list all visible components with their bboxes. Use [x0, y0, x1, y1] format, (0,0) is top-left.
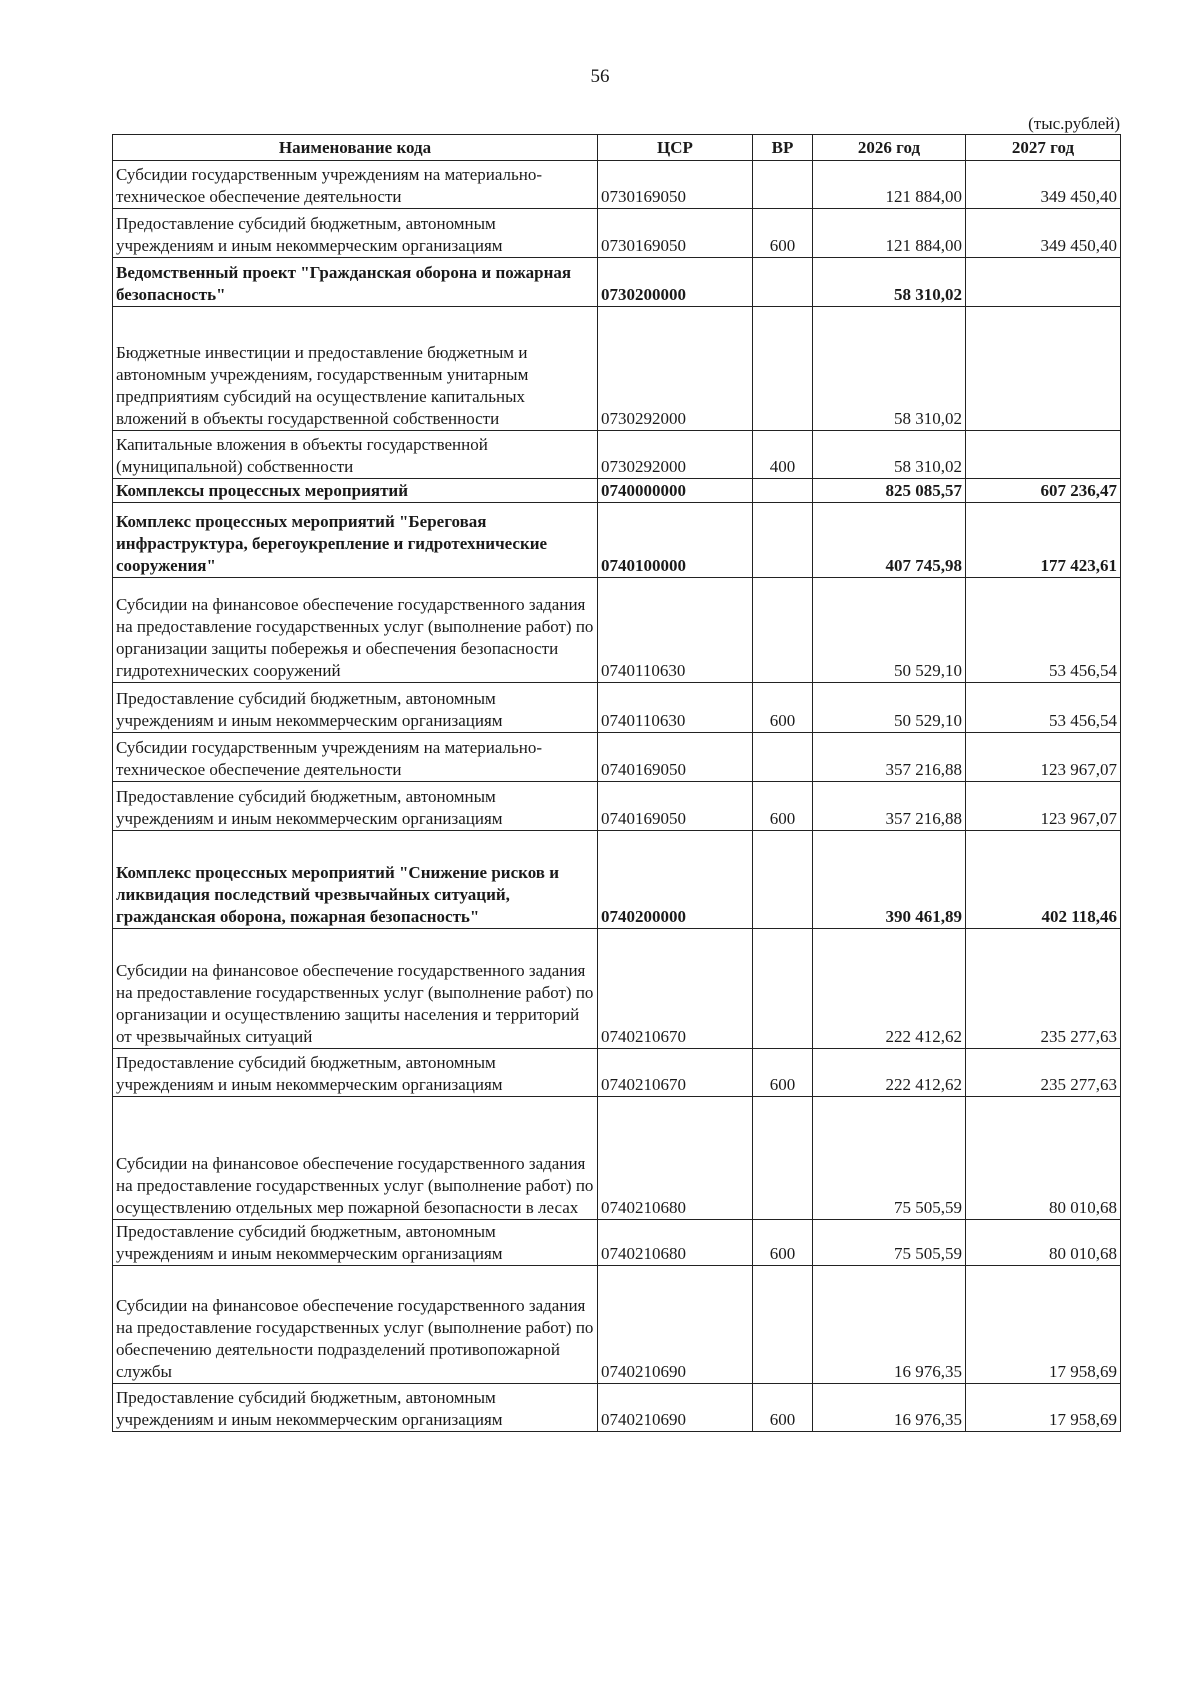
- row-2027: 80 010,68: [966, 1097, 1121, 1220]
- row-vr: [753, 479, 813, 503]
- row-2027: 607 236,47: [966, 479, 1121, 503]
- table-row: [113, 1097, 1121, 1220]
- row-csr: 0740210670: [598, 1049, 753, 1097]
- row-name: Ведомственный проект "Гражданская оборона и пожарная безопасность": [113, 258, 598, 307]
- row-2026: 16 976,35: [813, 1384, 966, 1432]
- table-row: [113, 782, 1121, 831]
- table-row: [113, 1384, 1121, 1432]
- header-2027: 2027 год: [966, 135, 1121, 161]
- row-csr: 0740210690: [598, 1384, 753, 1432]
- row-2026: 75 505,59: [813, 1220, 966, 1266]
- header-2026: 2026 год: [813, 135, 966, 161]
- budget-table: [112, 134, 1121, 1432]
- row-name: Предоставление субсидий бюджетным, автономным учреждениям и иным некоммерческим организациям: [113, 1049, 598, 1097]
- row-2026: 825 085,57: [813, 479, 966, 503]
- row-2027: 177 423,61: [966, 503, 1121, 578]
- row-name: Предоставление субсидий бюджетным, автономным учреждениям и иным некоммерческим организациям: [113, 683, 598, 733]
- row-vr: [753, 733, 813, 782]
- row-csr: 0730292000: [598, 431, 753, 479]
- row-2026: 58 310,02: [813, 307, 966, 431]
- row-2027: [966, 307, 1121, 431]
- row-csr: 0730292000: [598, 307, 753, 431]
- row-vr: 600: [753, 683, 813, 733]
- row-csr: 0740169050: [598, 782, 753, 831]
- row-name: Комплекс процессных мероприятий "Снижение рисков и ликвидация последствий чрезвычайных ситуаций, гражданская оборона, пожарная безопасность": [113, 831, 598, 929]
- page-number: 56: [590, 66, 610, 87]
- row-2026: 75 505,59: [813, 1097, 966, 1220]
- row-vr: [753, 258, 813, 307]
- row-2026: 16 976,35: [813, 1266, 966, 1384]
- row-2027: 123 967,07: [966, 782, 1121, 831]
- table-row: [113, 929, 1121, 1049]
- row-2026: 58 310,02: [813, 431, 966, 479]
- table-row: [113, 431, 1121, 479]
- header-csr: ЦСР: [598, 135, 753, 161]
- table-row: [113, 831, 1121, 929]
- row-2027: [966, 258, 1121, 307]
- units-label: (тыс.рублей): [1028, 114, 1120, 133]
- row-csr: 0740210670: [598, 929, 753, 1049]
- row-csr: 0740100000: [598, 503, 753, 578]
- row-vr: 600: [753, 1049, 813, 1097]
- table-row: [113, 479, 1121, 503]
- row-2026: 121 884,00: [813, 161, 966, 209]
- row-csr: 0730169050: [598, 161, 753, 209]
- row-csr: 0740169050: [598, 733, 753, 782]
- row-vr: [753, 307, 813, 431]
- row-csr: 0740110630: [598, 578, 753, 683]
- table-row: [113, 503, 1121, 578]
- row-vr: [753, 831, 813, 929]
- row-name: Бюджетные инвестиции и предоставление бюджетным и автономным учреждениям, государственным унитарным предприятиям субсидий на осуществление капитальных вложений в объекты государственной собственности: [113, 307, 598, 431]
- row-2026: 50 529,10: [813, 578, 966, 683]
- row-vr: 600: [753, 782, 813, 831]
- table-row: [113, 209, 1121, 258]
- row-name: Комплексы процессных мероприятий: [113, 479, 598, 503]
- row-2027: 17 958,69: [966, 1384, 1121, 1432]
- row-2027: 349 450,40: [966, 209, 1121, 258]
- row-2027: 235 277,63: [966, 929, 1121, 1049]
- table-row: [113, 1049, 1121, 1097]
- row-2027: 402 118,46: [966, 831, 1121, 929]
- row-name: Субсидии на финансовое обеспечение государственного задания на предоставление государственных услуг (выполнение работ) по обеспечению деятельности подразделений противопожарной службы: [113, 1266, 598, 1384]
- row-2026: 357 216,88: [813, 782, 966, 831]
- row-vr: 600: [753, 1384, 813, 1432]
- row-name: Предоставление субсидий бюджетным, автономным учреждениям и иным некоммерческим организациям: [113, 1220, 598, 1266]
- row-csr: 0740210680: [598, 1220, 753, 1266]
- row-2027: 17 958,69: [966, 1266, 1121, 1384]
- row-2026: 407 745,98: [813, 503, 966, 578]
- row-2026: 50 529,10: [813, 683, 966, 733]
- table-row: [113, 161, 1121, 209]
- row-name: Субсидии на финансовое обеспечение государственного задания на предоставление государственных услуг (выполнение работ) по организации и осуществлению защиты населения и территорий от чрезвычайных ситуаций: [113, 929, 598, 1049]
- row-2027: 123 967,07: [966, 733, 1121, 782]
- row-vr: [753, 161, 813, 209]
- row-csr: 0740200000: [598, 831, 753, 929]
- row-vr: [753, 503, 813, 578]
- row-csr: 0740210690: [598, 1266, 753, 1384]
- table-row: [113, 578, 1121, 683]
- row-vr: [753, 578, 813, 683]
- row-vr: 600: [753, 209, 813, 258]
- table-row: [113, 1220, 1121, 1266]
- row-2027: [966, 431, 1121, 479]
- row-2026: 58 310,02: [813, 258, 966, 307]
- row-name: Субсидии на финансовое обеспечение государственного задания на предоставление государственных услуг (выполнение работ) по осуществлению отдельных мер пожарной безопасности в лесах: [113, 1097, 598, 1220]
- row-csr: 0740000000: [598, 479, 753, 503]
- row-2026: 121 884,00: [813, 209, 966, 258]
- row-2026: 222 412,62: [813, 929, 966, 1049]
- row-2027: 80 010,68: [966, 1220, 1121, 1266]
- row-csr: 0740110630: [598, 683, 753, 733]
- row-name: Предоставление субсидий бюджетным, автономным учреждениям и иным некоммерческим организациям: [113, 782, 598, 831]
- row-2026: 357 216,88: [813, 733, 966, 782]
- row-name: Субсидии государственным учреждениям на материально-техническое обеспечение деятельности: [113, 161, 598, 209]
- header-name: Наименование кода: [113, 135, 598, 161]
- header-vr: ВР: [753, 135, 813, 161]
- table-row: [113, 258, 1121, 307]
- row-name: Комплекс процессных мероприятий "Береговая инфраструктура, берегоукрепление и гидротехнические сооружения": [113, 503, 598, 578]
- table-header-row: [113, 135, 1121, 161]
- row-2026: 390 461,89: [813, 831, 966, 929]
- row-vr: 600: [753, 1220, 813, 1266]
- row-2027: 235 277,63: [966, 1049, 1121, 1097]
- row-csr: 0740210680: [598, 1097, 753, 1220]
- row-csr: 0730200000: [598, 258, 753, 307]
- row-csr: 0730169050: [598, 209, 753, 258]
- table-body: [113, 161, 1121, 1432]
- row-vr: [753, 929, 813, 1049]
- row-name: Субсидии государственным учреждениям на материально-техническое обеспечение деятельности: [113, 733, 598, 782]
- row-2027: 349 450,40: [966, 161, 1121, 209]
- table-row: [113, 733, 1121, 782]
- table-row: [113, 1266, 1121, 1384]
- row-2026: 222 412,62: [813, 1049, 966, 1097]
- row-name: Предоставление субсидий бюджетным, автономным учреждениям и иным некоммерческим организациям: [113, 209, 598, 258]
- row-name: Капитальные вложения в объекты государственной (муниципальной) собственности: [113, 431, 598, 479]
- row-vr: [753, 1266, 813, 1384]
- row-vr: [753, 1097, 813, 1220]
- table-row: [113, 683, 1121, 733]
- row-name: Предоставление субсидий бюджетным, автономным учреждениям и иным некоммерческим организациям: [113, 1384, 598, 1432]
- row-vr: 400: [753, 431, 813, 479]
- table-row: [113, 307, 1121, 431]
- row-2027: 53 456,54: [966, 578, 1121, 683]
- row-name: Субсидии на финансовое обеспечение государственного задания на предоставление государственных услуг (выполнение работ) по организации защиты побережья и обеспечения безопасности гидротехнических сооружений: [113, 578, 598, 683]
- row-2027: 53 456,54: [966, 683, 1121, 733]
